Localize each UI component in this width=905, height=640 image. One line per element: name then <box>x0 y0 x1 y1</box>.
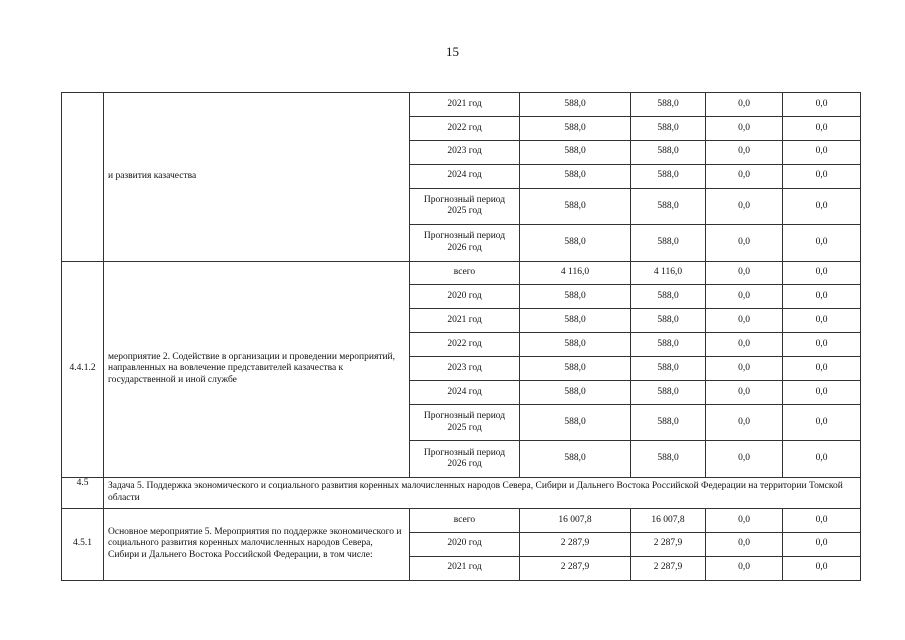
value-cell: 588,0 <box>520 404 631 441</box>
value-cell: 0,0 <box>706 261 783 285</box>
value-cell: 0,0 <box>706 164 783 188</box>
value-cell: 588,0 <box>520 333 631 357</box>
value-cell: 0,0 <box>706 93 783 117</box>
value-cell: 0,0 <box>783 556 861 580</box>
value-cell: 588,0 <box>631 116 706 140</box>
row-code <box>62 93 104 262</box>
value-cell: 588,0 <box>631 164 706 188</box>
value-cell: 588,0 <box>520 188 631 225</box>
period-cell: 2023 год <box>410 357 520 381</box>
budget-table <box>61 92 861 581</box>
value-cell: 0,0 <box>706 441 783 478</box>
period-cell: Прогнозный период 2025 год <box>410 188 520 225</box>
value-cell: 588,0 <box>631 309 706 333</box>
period-cell: всего <box>410 261 520 285</box>
value-cell: 0,0 <box>783 357 861 381</box>
period-cell: 2020 год <box>410 285 520 309</box>
value-cell: 0,0 <box>706 116 783 140</box>
value-cell: 588,0 <box>520 164 631 188</box>
value-cell: 588,0 <box>631 381 706 405</box>
period-cell: Прогнозный период 2025 год <box>410 404 520 441</box>
value-cell: 588,0 <box>631 357 706 381</box>
value-cell: 588,0 <box>520 116 631 140</box>
period-cell: 2022 год <box>410 333 520 357</box>
page-number: 15 <box>446 44 459 59</box>
value-cell: 0,0 <box>783 333 861 357</box>
value-cell: 588,0 <box>520 140 631 164</box>
period-cell: 2020 год <box>410 532 520 556</box>
value-cell: 0,0 <box>783 404 861 441</box>
period-cell: 2021 год <box>410 93 520 117</box>
value-cell: 0,0 <box>706 404 783 441</box>
value-cell: 588,0 <box>631 285 706 309</box>
task-title: Задача 5. Поддержка экономического и социального развития коренных малочисленных народов Севера, Сибири и Дальнего Востока Российской Федерации на территории Томской области <box>104 477 861 508</box>
period-cell: 2024 год <box>410 164 520 188</box>
value-cell: 2 287,9 <box>631 556 706 580</box>
value-cell: 16 007,8 <box>631 508 706 532</box>
value-cell: 0,0 <box>783 508 861 532</box>
period-cell: Прогнозный период 2026 год <box>410 441 520 478</box>
period-cell: всего <box>410 508 520 532</box>
task-row <box>62 477 861 508</box>
value-cell: 588,0 <box>631 188 706 225</box>
value-cell: 0,0 <box>783 309 861 333</box>
row-code: 4.4.1.2 <box>62 261 104 477</box>
table-row <box>62 93 861 117</box>
value-cell: 588,0 <box>631 140 706 164</box>
period-cell: Прогнозный период 2026 год <box>410 225 520 262</box>
period-cell: 2021 год <box>410 309 520 333</box>
table-body <box>62 93 861 581</box>
value-cell: 0,0 <box>783 116 861 140</box>
value-cell: 0,0 <box>783 441 861 478</box>
value-cell: 0,0 <box>706 309 783 333</box>
table-row <box>62 261 861 285</box>
value-cell: 588,0 <box>520 441 631 478</box>
value-cell: 0,0 <box>706 225 783 262</box>
value-cell: 588,0 <box>631 225 706 262</box>
value-cell: 2 287,9 <box>631 532 706 556</box>
value-cell: 0,0 <box>783 285 861 309</box>
value-cell: 0,0 <box>783 225 861 262</box>
value-cell: 588,0 <box>520 357 631 381</box>
row-code: 4.5.1 <box>62 508 104 580</box>
value-cell: 588,0 <box>520 309 631 333</box>
value-cell: 4 116,0 <box>520 261 631 285</box>
value-cell: 0,0 <box>706 140 783 164</box>
value-cell: 588,0 <box>631 333 706 357</box>
period-cell: 2023 год <box>410 140 520 164</box>
measure-name: и развития казачества <box>104 93 410 262</box>
value-cell: 0,0 <box>706 508 783 532</box>
value-cell: 0,0 <box>706 188 783 225</box>
value-cell: 4 116,0 <box>631 261 706 285</box>
value-cell: 0,0 <box>783 261 861 285</box>
value-cell: 588,0 <box>631 441 706 478</box>
value-cell: 588,0 <box>520 381 631 405</box>
value-cell: 2 287,9 <box>520 532 631 556</box>
measure-name: Основное мероприятие 5. Мероприятия по поддержке экономического и социального развития коренных малочисленных народов Севера, Сибири и Дальнего Востока Российской Федерации, в том числе: <box>104 508 410 580</box>
value-cell: 0,0 <box>783 164 861 188</box>
value-cell: 0,0 <box>706 556 783 580</box>
period-cell: 2021 год <box>410 556 520 580</box>
value-cell: 0,0 <box>706 285 783 309</box>
value-cell: 0,0 <box>783 93 861 117</box>
value-cell: 0,0 <box>706 532 783 556</box>
period-cell: 2022 год <box>410 116 520 140</box>
value-cell: 0,0 <box>706 381 783 405</box>
value-cell: 588,0 <box>520 225 631 262</box>
value-cell: 588,0 <box>520 285 631 309</box>
row-code: 4.5 <box>62 477 104 508</box>
table-row <box>62 508 861 532</box>
value-cell: 2 287,9 <box>520 556 631 580</box>
value-cell: 0,0 <box>706 357 783 381</box>
value-cell: 0,0 <box>783 188 861 225</box>
value-cell: 0,0 <box>783 140 861 164</box>
value-cell: 0,0 <box>706 333 783 357</box>
value-cell: 588,0 <box>520 93 631 117</box>
period-cell: 2024 год <box>410 381 520 405</box>
measure-name: мероприятие 2. Содействие в организации и проведении мероприятий, направленных на вовлечение представителей казачества к государственной и иной службе <box>104 261 410 477</box>
value-cell: 588,0 <box>631 404 706 441</box>
value-cell: 0,0 <box>783 532 861 556</box>
value-cell: 0,0 <box>783 381 861 405</box>
value-cell: 16 007,8 <box>520 508 631 532</box>
value-cell: 588,0 <box>631 93 706 117</box>
